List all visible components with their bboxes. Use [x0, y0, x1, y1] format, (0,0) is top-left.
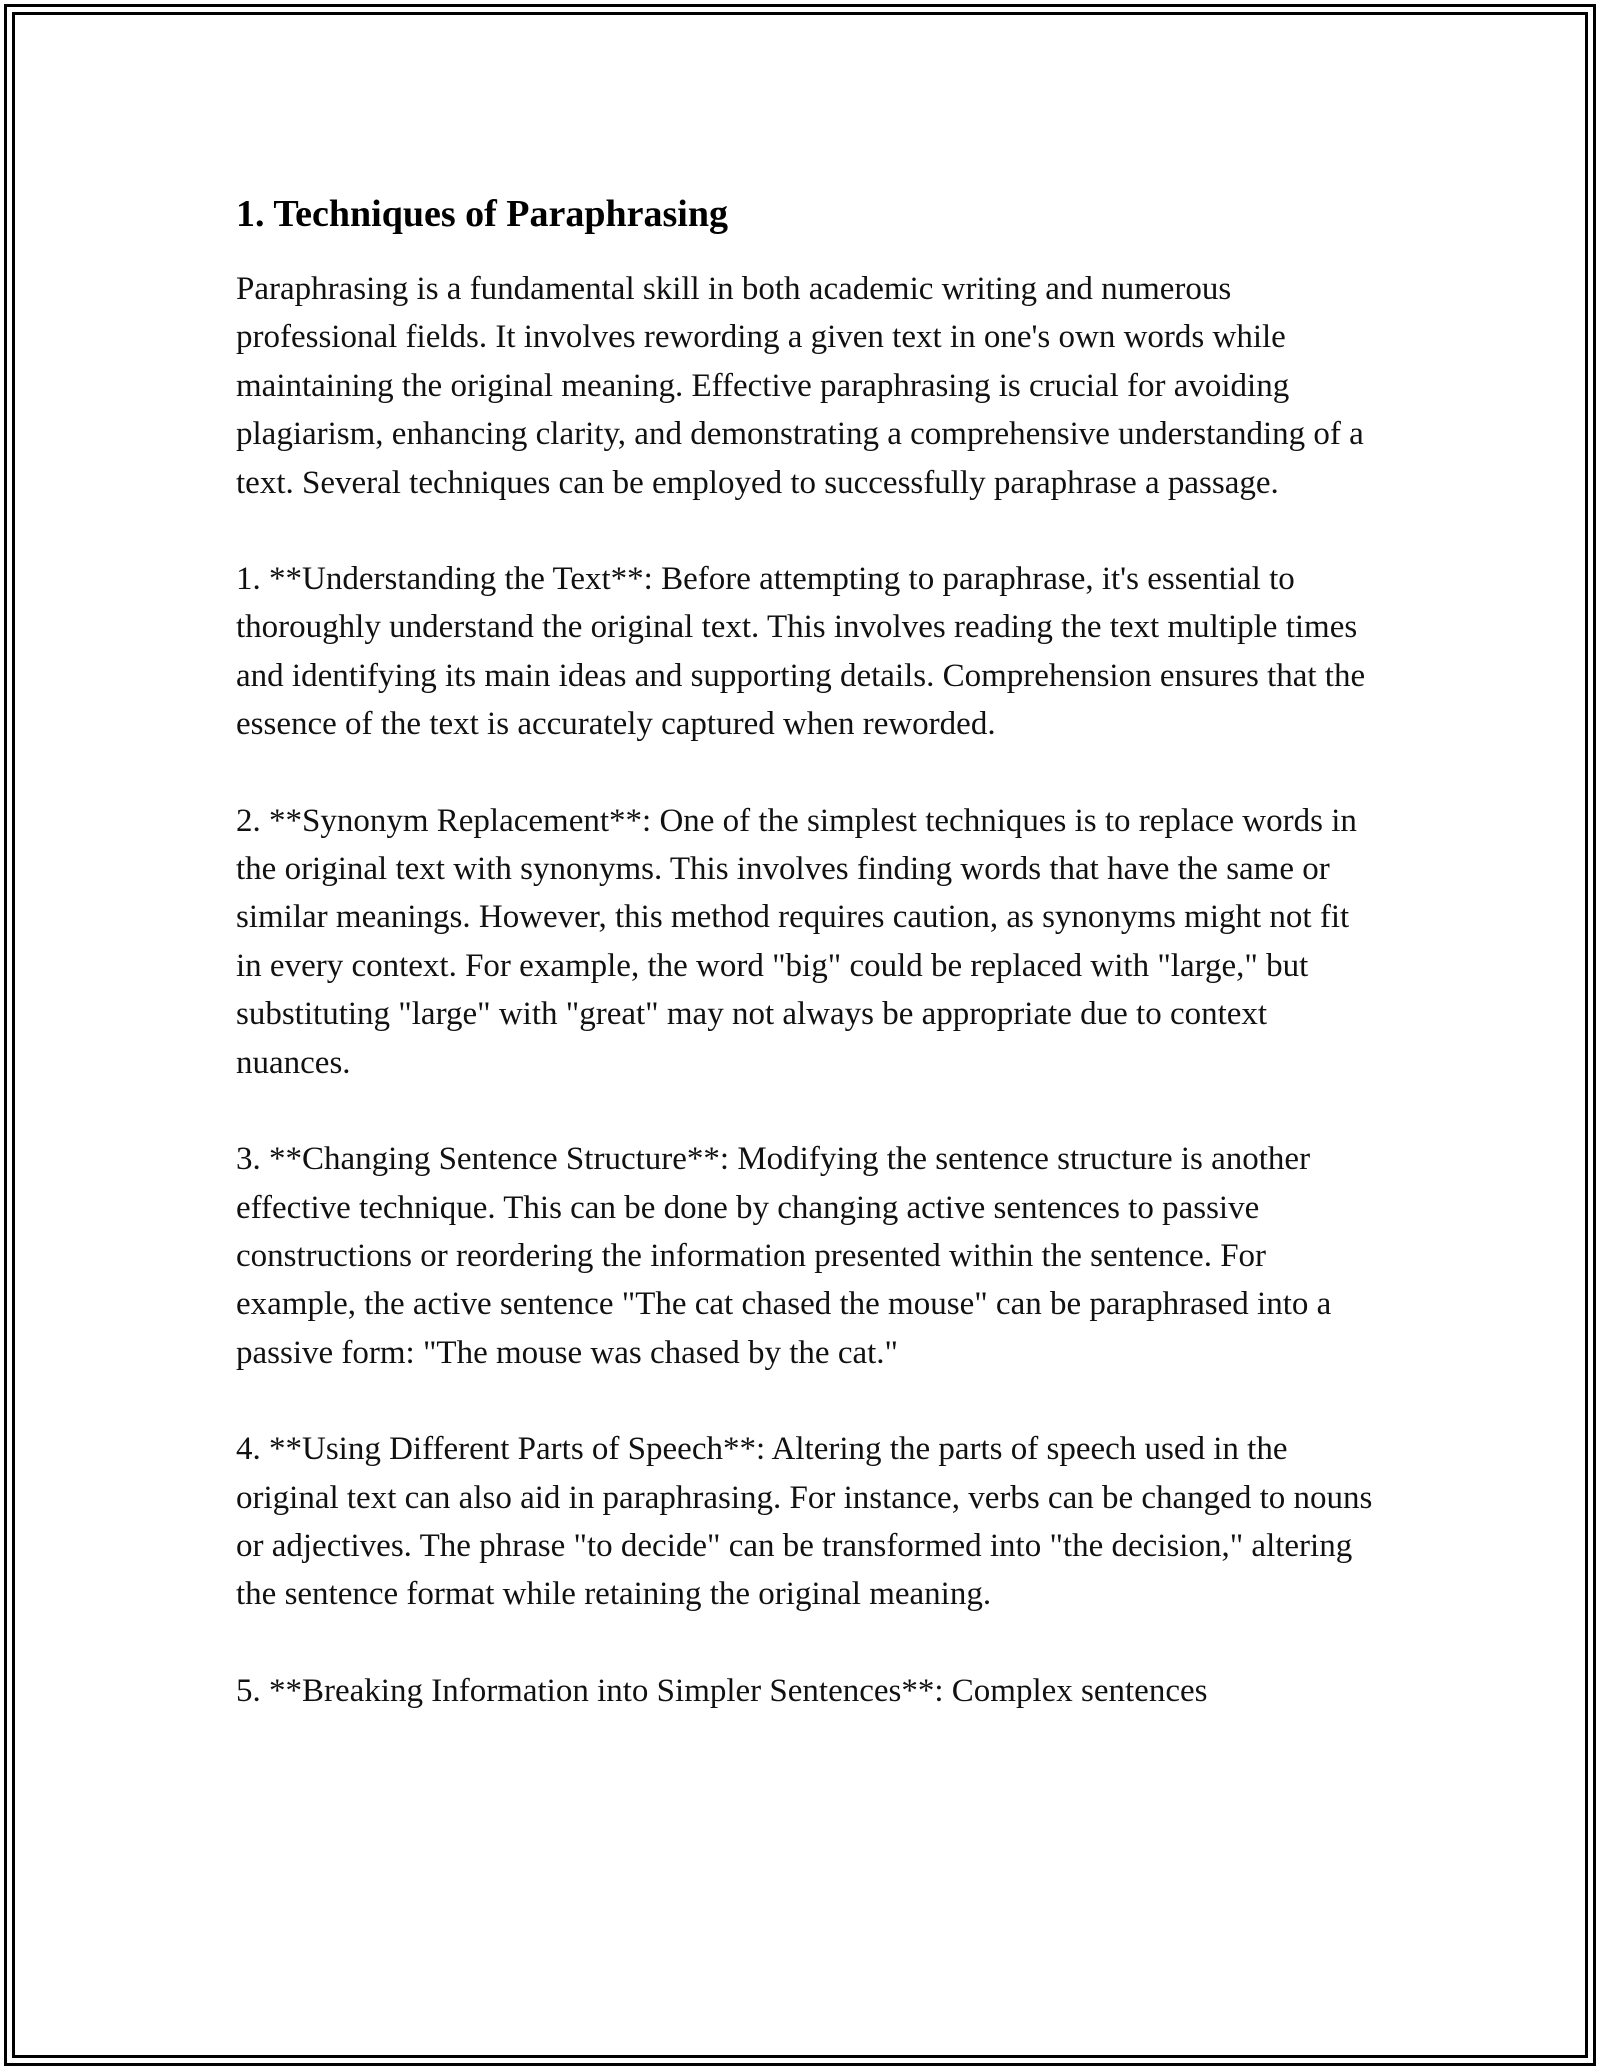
section-heading: 1. Techniques of Paraphrasing: [236, 193, 728, 235]
document-body: [236, 185, 1376, 1763]
technique-sentence-structure-paragraph: 3. **Changing Sentence Structure**: Modifying the sentence structure is another effective technique. This can be done by changing active sentences to passive constructions or reordering the information presented within the sentence. For example, the active sentence "The cat chased the mouse" can be paraphrased into a passive form: "The mouse was chased by the cat.": [236, 1141, 1332, 1371]
technique-synonym-paragraph: 2. **Synonym Replacement**: One of the simplest techniques is to replace words in the original text with synonyms. This involves finding words that have the same or similar meanings. However, this method requires caution, as synonyms might not fit in every context. For example, the word "big" could be replaced with "large," but substituting "large" with "great" may not always be appropriate due to context nuances.: [236, 802, 1357, 1081]
technique-understanding-paragraph: 1. **Understanding the Text**: Before attempting to paraphrase, it's essential to thoroughly understand the original text. This involves reading the text multiple times and identifying its main ideas and supporting details. Comprehension ensures that the essence of the text is accurately captured when reworded.: [236, 561, 1366, 743]
intro-paragraph: Paraphrasing is a fundamental skill in both academic writing and numerous professional fields. It involves rewording a given text in one's own words while maintaining the original meaning. Effective paraphrasing is crucial for avoiding plagiarism, enhancing clarity, and demonstrating a comprehensive understanding of a text. Several techniques can be employed to successfully paraphrase a passage.: [236, 271, 1364, 501]
technique-simpler-sentences-paragraph: 5. **Breaking Information into Simpler Sentences**: Complex sentences: [236, 1672, 1208, 1709]
technique-parts-of-speech-paragraph: 4. **Using Different Parts of Speech**: Altering the parts of speech used in the original text can also aid in paraphrasing. For instance, verbs can be changed to nouns or adjectives. The phrase "to decide" can be transformed into "the decision," altering the sentence format while retaining the original meaning.: [236, 1431, 1373, 1613]
